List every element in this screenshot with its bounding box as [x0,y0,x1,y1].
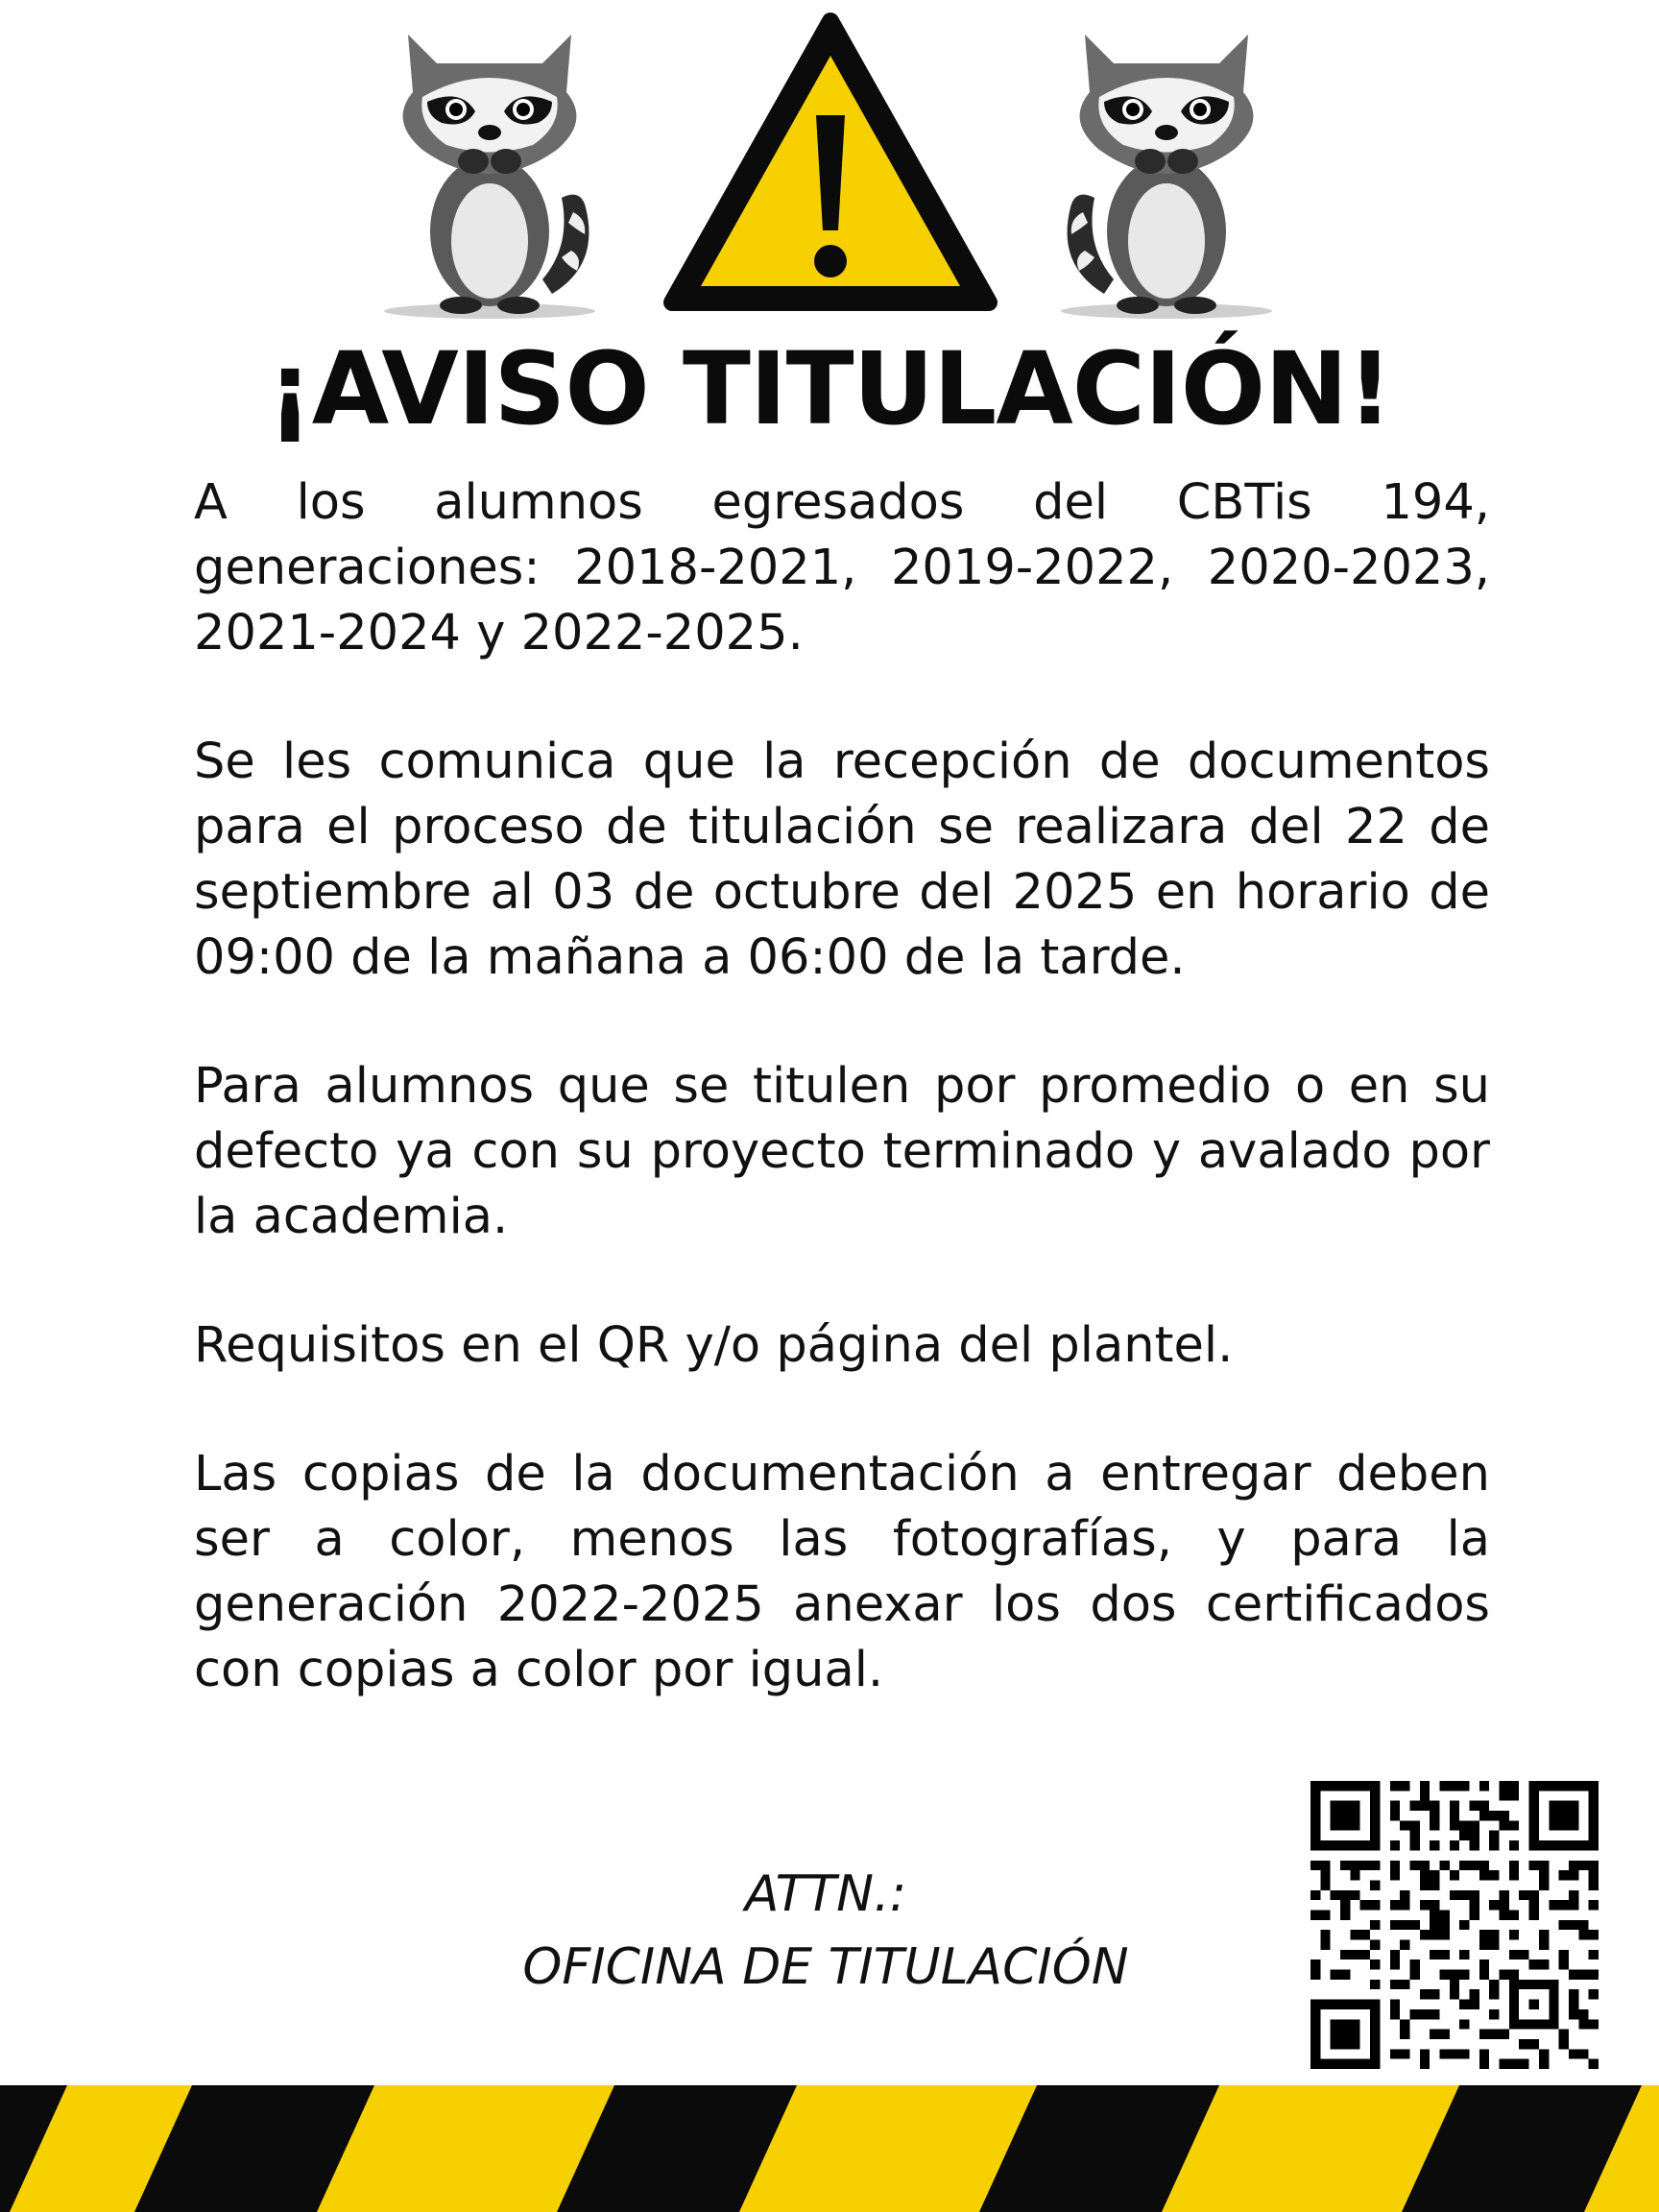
paragraph-recipients: A los alumnos egresados del CBTis 194, generaciones: 2018-2021, 2019-2022, 2020-2023, 2021-2024 y 2022-2025. [194,474,1490,661]
warning-triangle-icon [658,10,1003,317]
header-illustration [0,0,1659,326]
hazard-stripe-band [0,2085,1659,2212]
attention-block [432,1858,1219,2004]
raccoon-left-illustration [370,6,610,323]
paragraph-copies: Las copias de la documentación a entregar deben ser a color, menos las fotografías, y para la generación 2022-2025 anexar los dos certificados con copias a color por igual. [194,1446,1490,1698]
page-title: ¡AVISO TITULACIÓN! [267,330,1392,447]
attn-office: OFICINA DE TITULACIÓN [522,1938,1129,1996]
paragraph-eligibility: Para alumnos que se titulen por promedio o en su defecto ya con su proyecto terminado y avalado por la academia. [194,1058,1490,1245]
raccoon-right-illustration [1046,6,1286,323]
raccoon-tail [542,195,589,294]
raccoon-tail [1068,195,1114,294]
attn-label: ATTN.: [744,1865,907,1923]
paragraph-schedule: Se les comunica que la recepción de documentos para el proceso de titulación se realizara del 22 de septiembre al 03 de octubre del 2025 en horario de 09:00 de la mañana a 06:00 de la tarde. [194,733,1490,986]
qr-code[interactable] [1310,1781,1599,2069]
paragraph-requirements: Requisitos en el QR y/o página del plantel. [194,1317,1234,1374]
notice-body [194,470,1490,1767]
